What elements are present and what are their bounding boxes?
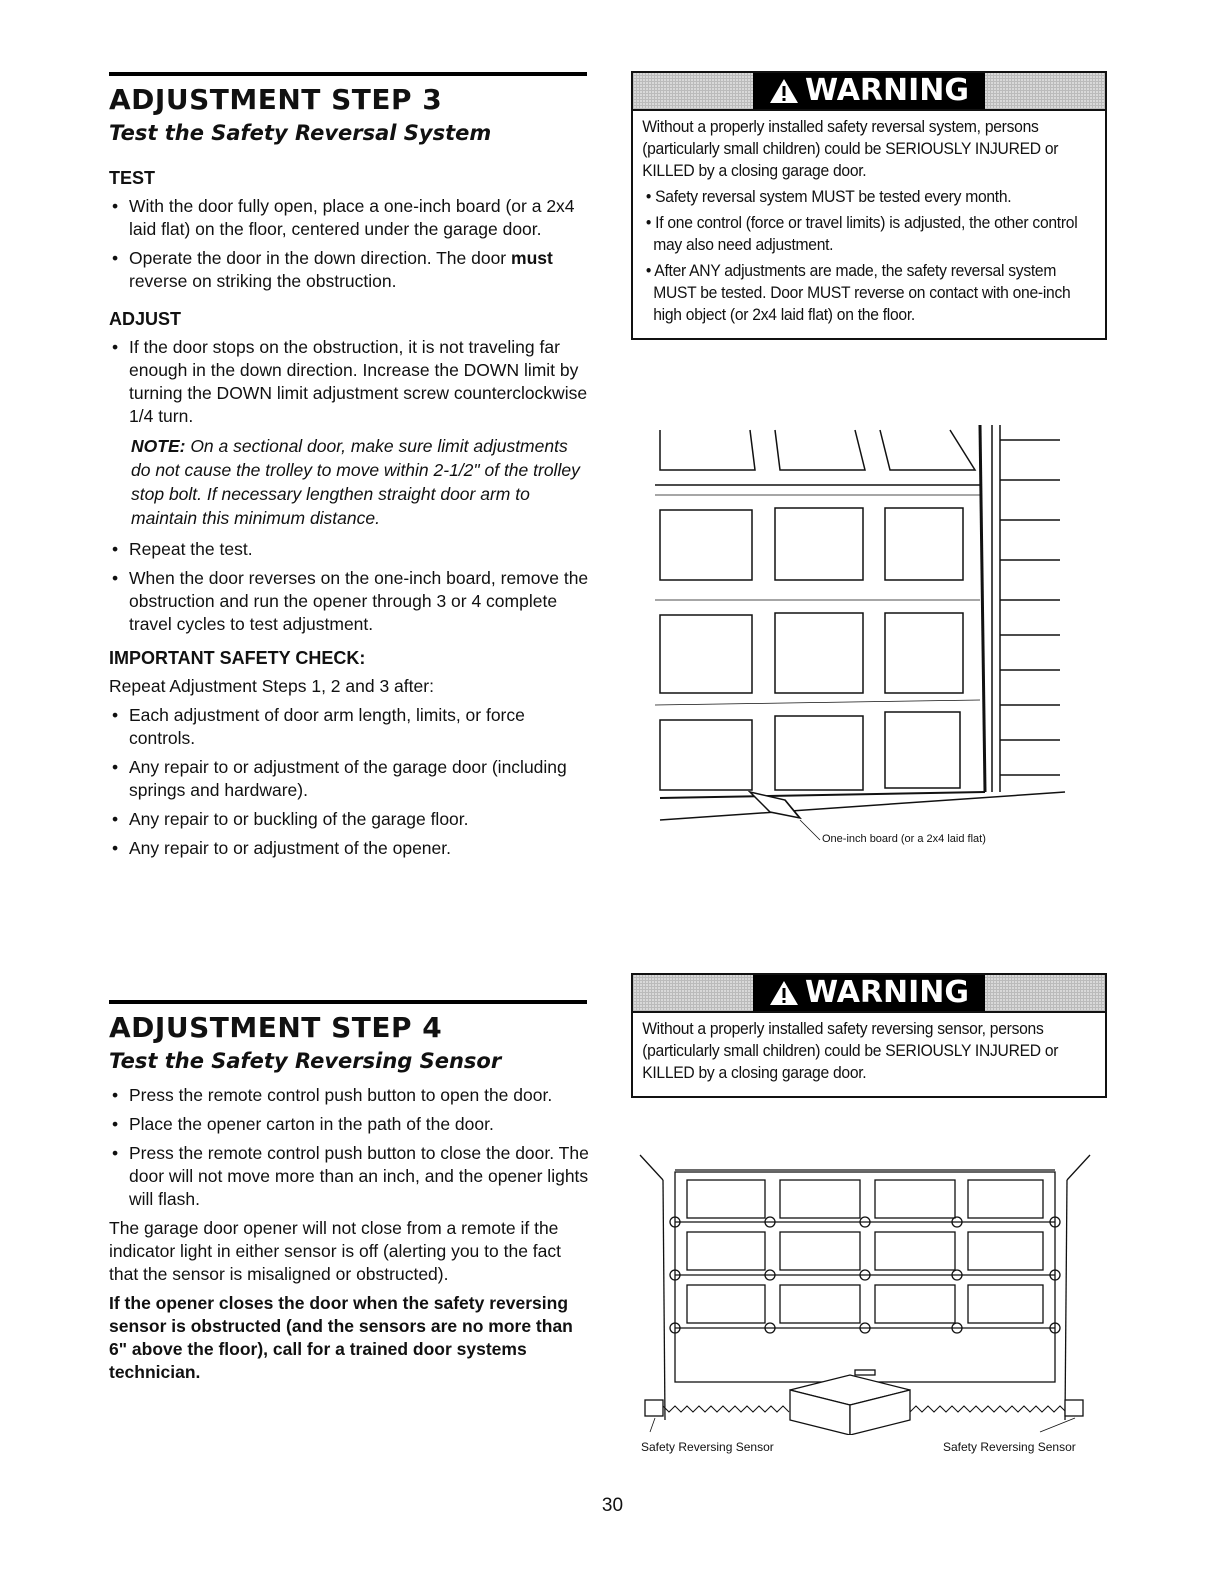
step4-title: ADJUSTMENT STEP 4 [109,1011,443,1044]
step3-title: ADJUSTMENT STEP 3 [109,83,443,116]
safety-check-item: • Any repair to or buckling of the garage floor. [109,808,589,831]
step4-item: • Place the opener carton in the path of the door. [109,1113,589,1136]
safety-check-item: • Each adjustment of door arm length, limits, or force controls. [109,704,589,750]
warning-triangle-icon [769,980,799,1006]
test-heading: TEST [109,168,156,188]
step3-rule [109,72,587,76]
warning-triangle-icon [769,78,799,104]
step4-section [109,1000,589,1384]
warning-item: • If one control (force or travel limits) is adjusted, the other control may also need adjustment. [645,213,1078,254]
adjust-item: • If the door stops on the obstruction, it is not traveling far enough in the down direction. Increase the DOWN limit by turning the DOWN limit adjustment screw counterclockwise 1/4 turn. [109,336,589,428]
warning-item: • After ANY adjustments are made, the safety reversal system MUST be tested. Door MUST reverse on contact with one-inch high object (or 2x4 laid flat) on the floor. [645,261,1071,324]
figure-door-sensors [635,1150,1105,1460]
warning-body [633,111,1102,338]
garage-door-illustration [640,420,1080,860]
warning-header [633,975,1105,1013]
step4-bold-paragraph: If the opener closes the door when the safety reversing sensor is obstructed (and the sensors are no more than 6" above the floor), call for a trained door systems technician. [109,1293,573,1382]
warning-body [633,1013,1102,1096]
step4-item: • Press the remote control push button to open the door. [109,1084,589,1107]
note-text: On a sectional door, make sure limit adjustments do not cause the trolley to move within 2-1/2" of the trolley stop bolt. If necessary lengthen straight door arm to maintain this minimum distance. [131,436,580,528]
adjust-item: • When the door reverses on the one-inch board, remove the obstruction and run the opener through 3 or 4 complete travel cycles to test adjustment. [109,567,589,636]
note [109,434,589,530]
step4-list [109,1084,589,1211]
test-item [109,247,589,293]
warning-header [633,73,1105,111]
step3-subtitle: Test the Safety Reversal System [109,121,492,145]
test-item: • With the door fully open, place a one-inch board (or a 2x4 laid flat) on the floor, centered under the garage door. [109,195,589,241]
figure-door-board [640,420,1080,860]
adjust-item: • Repeat the test. [109,538,589,561]
warning-label-wrap [753,73,985,109]
warning-label: WARNING [804,73,970,108]
step4-item: • Press the remote control push button to close the door. The door will not move more than an inch, and the opener lights will flash. [109,1142,589,1211]
sensor-door-illustration [635,1150,1105,1435]
step3-section [109,72,589,866]
warning-box-2 [631,973,1107,1098]
safety-check-list [109,704,589,860]
safety-check-intro: Repeat Adjustment Steps 1, 2 and 3 after: [109,676,434,696]
step4-paragraph: The garage door opener will not close from a remote if the indicator light in either sensor is off (alerting you to the fact that the sensor is misaligned or obstructed). [109,1218,562,1284]
warning-item: • Safety reversal system MUST be tested every month. [645,187,1012,206]
warning-intro: Without a properly installed safety reversing sensor, persons (particularly small children) could be SERIOUSLY INJURED or KILLED by a closing garage door. [642,1019,1059,1082]
left-sensor-caption: Safety Reversing Sensor [641,1440,774,1454]
safety-check-item: • Any repair to or adjustment of the garage door (including springs and hardware). [109,756,589,802]
figure1-caption: One-inch board (or a 2x4 laid flat) [822,833,986,845]
adjust-list-2 [109,538,589,636]
step4-subtitle: Test the Safety Reversing Sensor [109,1049,502,1073]
test-list [109,195,589,293]
page-number: 30 [601,1495,624,1516]
safety-check-item: • Any repair to or adjustment of the opener. [109,837,589,860]
warning-label: WARNING [804,975,970,1010]
warning-box-1 [631,71,1107,340]
warning-intro: Without a properly installed safety reversal system, persons (particularly small children) could be SERIOUSLY INJURED or KILLED by a closing garage door. [642,117,1059,180]
note-label: NOTE: [131,436,186,456]
warning-label-wrap [753,975,985,1011]
right-sensor-caption: Safety Reversing Sensor [943,1440,1076,1454]
step4-rule [109,1000,587,1004]
adjust-list [109,336,589,428]
safety-check-heading: IMPORTANT SAFETY CHECK: [109,648,366,668]
test-item-text: Operate the door in the down direction. The door must reverse on striking the obstruction. [129,248,553,291]
adjust-heading: ADJUST [109,309,182,329]
